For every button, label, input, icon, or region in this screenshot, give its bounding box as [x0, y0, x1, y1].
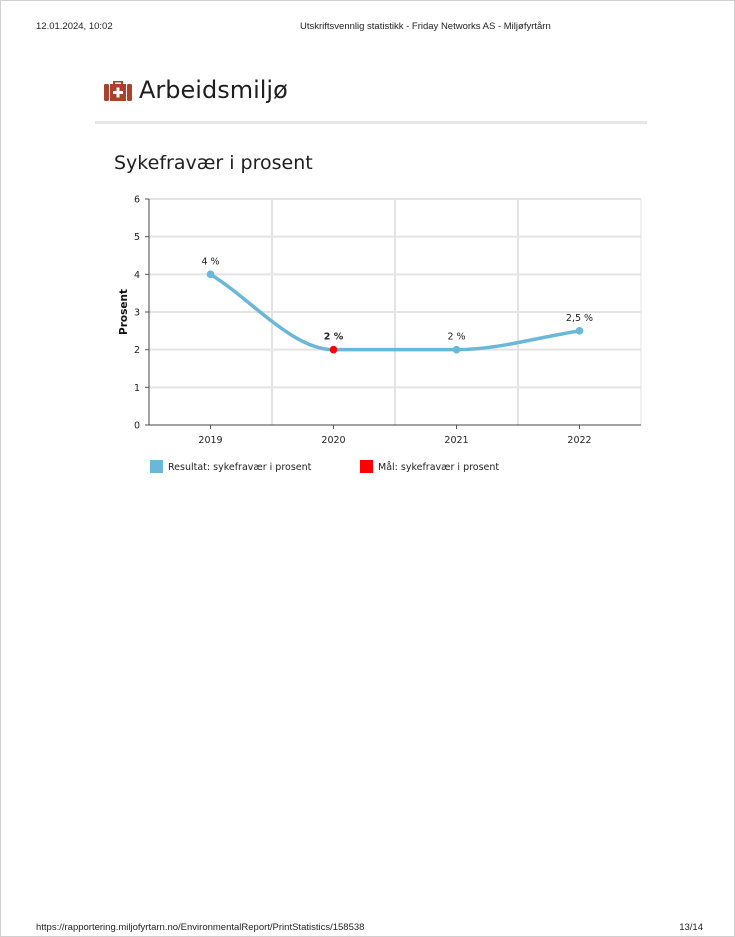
- y-tick-label: 2: [133, 345, 140, 357]
- chart-title: Sykefravær i prosent: [114, 152, 313, 174]
- print-url: https://rapportering.miljofyrtarn.no/EnvironmentalReport/PrintStatistics/158538: [36, 922, 365, 933]
- print-document-title: Utskriftsvennlig statistikk - Friday Networks AS - Miljøfyrtårn: [300, 21, 551, 32]
- x-tick-label: 2020: [321, 435, 346, 446]
- y-tick-label: 6: [133, 194, 140, 206]
- target-point: [330, 346, 338, 354]
- print-page-number: 13/14: [679, 922, 703, 933]
- y-tick-label: 5: [133, 232, 140, 244]
- data-point-label: 2 %: [447, 331, 466, 343]
- target-point-label: 2 %: [323, 331, 344, 343]
- data-point: [576, 327, 584, 335]
- data-point: [453, 346, 461, 354]
- first-aid-kit-icon: [103, 78, 133, 102]
- legend-label-resultat: Resultat: sykefravær i prosent: [168, 462, 312, 473]
- section-header: [103, 76, 288, 104]
- x-tick-label: 2021: [444, 435, 469, 446]
- y-tick-label: 3: [133, 307, 140, 319]
- y-axis-title: Prosent: [118, 289, 130, 335]
- y-tick-label: 4: [133, 269, 140, 281]
- legend-label-maal: Mål: sykefravær i prosent: [378, 462, 500, 473]
- data-point: [207, 271, 215, 279]
- section-title: Arbeidsmiljø: [139, 76, 288, 104]
- y-tick-label: 1: [133, 382, 140, 394]
- data-point-label: 4 %: [201, 256, 220, 268]
- print-datetime: 12.01.2024, 10:02: [36, 21, 113, 32]
- y-tick-label: 0: [133, 420, 140, 432]
- data-point-label: 2,5 %: [565, 312, 594, 324]
- section-divider: [95, 121, 647, 124]
- x-tick-label: 2019: [198, 435, 223, 446]
- x-tick-label: 2022: [567, 435, 592, 446]
- legend-swatch-resultat: [150, 460, 163, 473]
- legend-swatch-maal: [360, 460, 373, 473]
- line-chart: [100, 185, 660, 485]
